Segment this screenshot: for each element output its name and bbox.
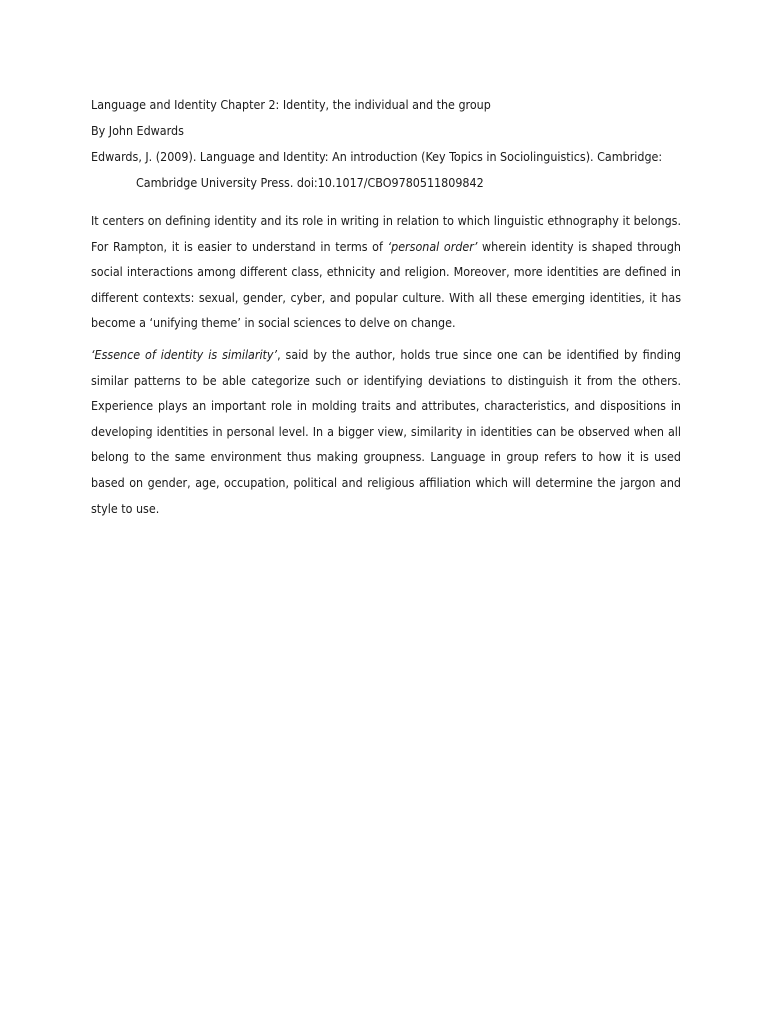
citation-line-1: Edwards, J. (2009). Language and Identity: An introduction (Key Topics in Sociolinguistics). Cambridge: bbox=[91, 149, 663, 164]
document-content bbox=[91, 92, 681, 521]
paragraph-2 bbox=[91, 342, 681, 521]
paragraph-1-italic: ‘personal order’ bbox=[387, 238, 478, 254]
paragraph-1-part-2: wherein identity is shaped through social interactions among different class, ethnicity and religion. Moreover, more identities are defined in different contexts: sexual, gender, cyber, and popular culture. With all these emerging identities, it has become a ‘unifying theme’ in social sciences to delve on change. bbox=[91, 238, 682, 331]
citation-line-2: Cambridge University Press. doi:10.1017/CBO9780511809842 bbox=[136, 175, 484, 190]
author-byline: By John Edwards bbox=[91, 123, 184, 138]
document-title: Language and Identity Chapter 2: Identity, the individual and the group bbox=[91, 97, 491, 112]
paragraph-1 bbox=[91, 208, 681, 336]
paragraph-1-part-1: It centers on defining identity and its role in writing in relation to which linguistic ethnography it belongs. For Rampton, it is easier to understand in terms of bbox=[91, 213, 681, 254]
spacer bbox=[91, 196, 681, 208]
paragraph-2-italic: ‘Essence of identity is similarity’ bbox=[91, 346, 278, 362]
paragraph-2-part-1: , said by the author, holds true since one can be identified by finding similar patterns to be able categorize such or identifying deviations to distinguish it from the others. Experience plays an important role in molding traits and attributes, characteristics, and dispositions in developing identities in personal level. In a bigger view, similarity in identities can be observed when all belong to the same environment thus making groupness. Language in group refers to how it is used based on gender, age, occupation, political and religious affiliation which will determine the jargon and style to use. bbox=[91, 346, 682, 516]
